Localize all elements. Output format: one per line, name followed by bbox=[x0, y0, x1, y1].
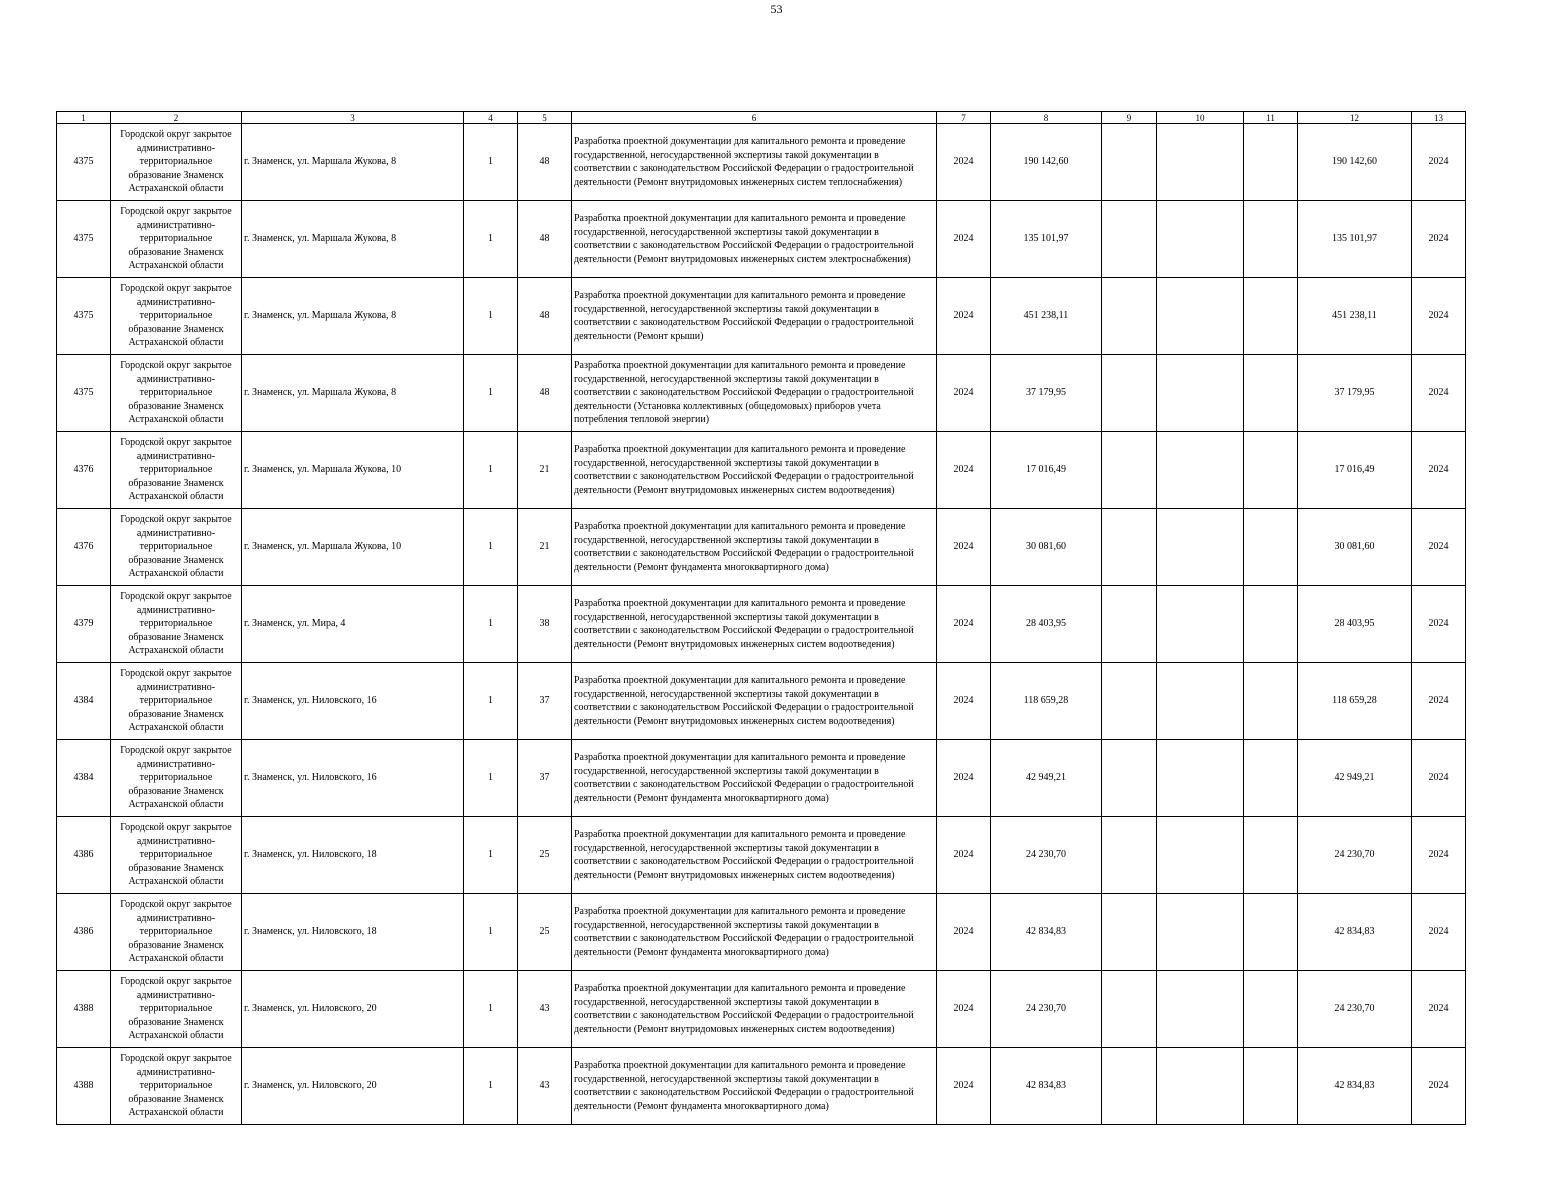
total-cost-cell: 42 834,83 bbox=[991, 894, 1102, 971]
col-header-4: 4 bbox=[464, 112, 518, 124]
col9-cell bbox=[1102, 432, 1157, 509]
work-description-cell: Разработка проектной документации для капитального ремонта и проведение государственной, негосударственной экспертизы такой документации в соответствии с законодательством Российской Федерации о градостроительной деятельности (Ремонт фундамента многоквартирного дома) bbox=[572, 509, 937, 586]
col11-cell bbox=[1244, 740, 1298, 817]
address-cell: г. Знаменск, ул. Ниловского, 16 bbox=[242, 740, 464, 817]
table-row bbox=[57, 971, 1466, 1048]
col-header-11: 11 bbox=[1244, 112, 1298, 124]
col9-cell bbox=[1102, 586, 1157, 663]
year-cell: 2024 bbox=[937, 894, 991, 971]
col12-cost-cell: 42 834,83 bbox=[1298, 894, 1412, 971]
total-cost-cell: 135 101,97 bbox=[991, 201, 1102, 278]
municipality-cell: Городской округ закрытое административно-территориальное образование Знаменск Астраханской области bbox=[111, 971, 242, 1048]
total-cost-cell: 28 403,95 bbox=[991, 586, 1102, 663]
total-cost-cell: 17 016,49 bbox=[991, 432, 1102, 509]
col12-cost-cell: 42 834,83 bbox=[1298, 1048, 1412, 1125]
col4-cell: 1 bbox=[464, 663, 518, 740]
year-cell: 2024 bbox=[937, 1048, 991, 1125]
row-id-cell: 4379 bbox=[57, 586, 111, 663]
year-cell: 2024 bbox=[937, 971, 991, 1048]
work-description-cell: Разработка проектной документации для капитального ремонта и проведение государственной, негосударственной экспертизы такой документации в соответствии с законодательством Российской Федерации о градостроительной деятельности (Ремонт фундамента многоквартирного дома) bbox=[572, 1048, 937, 1125]
table-row bbox=[57, 586, 1466, 663]
col5-cell: 25 bbox=[518, 894, 572, 971]
year-cell: 2024 bbox=[937, 124, 991, 201]
row-id-cell: 4375 bbox=[57, 278, 111, 355]
work-description-cell: Разработка проектной документации для капитального ремонта и проведение государственной, негосударственной экспертизы такой документации в соответствии с законодательством Российской Федерации о градостроительной деятельности (Ремонт внутридомовых инженерных систем водоотведения) bbox=[572, 971, 937, 1048]
col9-cell bbox=[1102, 740, 1157, 817]
col4-cell: 1 bbox=[464, 817, 518, 894]
table-row bbox=[57, 663, 1466, 740]
total-cost-cell: 24 230,70 bbox=[991, 971, 1102, 1048]
address-cell: г. Знаменск, ул. Маршала Жукова, 10 bbox=[242, 432, 464, 509]
col4-cell: 1 bbox=[464, 278, 518, 355]
col10-cell bbox=[1157, 894, 1244, 971]
table-row bbox=[57, 432, 1466, 509]
col12-cost-cell: 135 101,97 bbox=[1298, 201, 1412, 278]
address-cell: г. Знаменск, ул. Ниловского, 16 bbox=[242, 663, 464, 740]
col9-cell bbox=[1102, 894, 1157, 971]
col5-cell: 48 bbox=[518, 124, 572, 201]
table-row bbox=[57, 1048, 1466, 1125]
col10-cell bbox=[1157, 355, 1244, 432]
year-cell: 2024 bbox=[937, 586, 991, 663]
col5-cell: 48 bbox=[518, 201, 572, 278]
col10-cell bbox=[1157, 124, 1244, 201]
address-cell: г. Знаменск, ул. Ниловского, 20 bbox=[242, 971, 464, 1048]
col5-cell: 38 bbox=[518, 586, 572, 663]
table-body bbox=[57, 124, 1466, 1125]
col10-cell bbox=[1157, 971, 1244, 1048]
col-header-12: 12 bbox=[1298, 112, 1412, 124]
total-cost-cell: 42 834,83 bbox=[991, 1048, 1102, 1125]
col11-cell bbox=[1244, 1048, 1298, 1125]
col10-cell bbox=[1157, 586, 1244, 663]
col11-cell bbox=[1244, 817, 1298, 894]
row-id-cell: 4376 bbox=[57, 432, 111, 509]
municipality-cell: Городской округ закрытое административно-территориальное образование Знаменск Астраханской области bbox=[111, 124, 242, 201]
col5-cell: 37 bbox=[518, 663, 572, 740]
col11-cell bbox=[1244, 201, 1298, 278]
table-row bbox=[57, 509, 1466, 586]
col5-cell: 21 bbox=[518, 509, 572, 586]
col-header-5: 5 bbox=[518, 112, 572, 124]
municipality-cell: Городской округ закрытое административно-территориальное образование Знаменск Астраханской области bbox=[111, 663, 242, 740]
work-description-cell: Разработка проектной документации для капитального ремонта и проведение государственной, негосударственной экспертизы такой документации в соответствии с законодательством Российской Федерации о градостроительной деятельности (Ремонт внутридомовых инженерных систем водоотведения) bbox=[572, 817, 937, 894]
col5-cell: 48 bbox=[518, 278, 572, 355]
work-description-cell: Разработка проектной документации для капитального ремонта и проведение государственной, негосударственной экспертизы такой документации в соответствии с законодательством Российской Федерации о градостроительной деятельности (Ремонт внутридомовых инженерных систем водоотведения) bbox=[572, 663, 937, 740]
table-row bbox=[57, 740, 1466, 817]
address-cell: г. Знаменск, ул. Мира, 4 bbox=[242, 586, 464, 663]
row-id-cell: 4386 bbox=[57, 894, 111, 971]
col9-cell bbox=[1102, 817, 1157, 894]
table-row bbox=[57, 355, 1466, 432]
col4-cell: 1 bbox=[464, 509, 518, 586]
municipality-cell: Городской округ закрытое административно-территориальное образование Знаменск Астраханской области bbox=[111, 586, 242, 663]
year-cell: 2024 bbox=[937, 740, 991, 817]
table-row bbox=[57, 894, 1466, 971]
col13-year-cell: 2024 bbox=[1412, 509, 1466, 586]
col4-cell: 1 bbox=[464, 894, 518, 971]
col4-cell: 1 bbox=[464, 355, 518, 432]
col12-cost-cell: 30 081,60 bbox=[1298, 509, 1412, 586]
total-cost-cell: 451 238,11 bbox=[991, 278, 1102, 355]
col-header-8: 8 bbox=[991, 112, 1102, 124]
capital-repair-table bbox=[56, 111, 1466, 1125]
municipality-cell: Городской округ закрытое административно-территориальное образование Знаменск Астраханской области bbox=[111, 432, 242, 509]
col9-cell bbox=[1102, 663, 1157, 740]
address-cell: г. Знаменск, ул. Маршала Жукова, 10 bbox=[242, 509, 464, 586]
col5-cell: 43 bbox=[518, 971, 572, 1048]
total-cost-cell: 190 142,60 bbox=[991, 124, 1102, 201]
work-description-cell: Разработка проектной документации для капитального ремонта и проведение государственной, негосударственной экспертизы такой документации в соответствии с законодательством Российской Федерации о градостроительной деятельности (Ремонт внутридомовых инженерных систем электроснабжения) bbox=[572, 201, 937, 278]
address-cell: г. Знаменск, ул. Ниловского, 18 bbox=[242, 817, 464, 894]
col5-cell: 43 bbox=[518, 1048, 572, 1125]
address-cell: г. Знаменск, ул. Ниловского, 20 bbox=[242, 1048, 464, 1125]
col11-cell bbox=[1244, 894, 1298, 971]
year-cell: 2024 bbox=[937, 817, 991, 894]
col10-cell bbox=[1157, 740, 1244, 817]
municipality-cell: Городской округ закрытое административно-территориальное образование Знаменск Астраханской области bbox=[111, 355, 242, 432]
col4-cell: 1 bbox=[464, 971, 518, 1048]
table-row bbox=[57, 124, 1466, 201]
row-id-cell: 4375 bbox=[57, 355, 111, 432]
col5-cell: 37 bbox=[518, 740, 572, 817]
col13-year-cell: 2024 bbox=[1412, 817, 1466, 894]
col10-cell bbox=[1157, 509, 1244, 586]
row-id-cell: 4388 bbox=[57, 971, 111, 1048]
address-cell: г. Знаменск, ул. Ниловского, 18 bbox=[242, 894, 464, 971]
municipality-cell: Городской округ закрытое административно-территориальное образование Знаменск Астраханской области bbox=[111, 894, 242, 971]
col9-cell bbox=[1102, 971, 1157, 1048]
col4-cell: 1 bbox=[464, 432, 518, 509]
col13-year-cell: 2024 bbox=[1412, 1048, 1466, 1125]
address-cell: г. Знаменск, ул. Маршала Жукова, 8 bbox=[242, 278, 464, 355]
col11-cell bbox=[1244, 509, 1298, 586]
col-header-6: 6 bbox=[572, 112, 937, 124]
row-id-cell: 4376 bbox=[57, 509, 111, 586]
municipality-cell: Городской округ закрытое административно-территориальное образование Знаменск Астраханской области bbox=[111, 740, 242, 817]
row-id-cell: 4384 bbox=[57, 663, 111, 740]
col11-cell bbox=[1244, 432, 1298, 509]
year-cell: 2024 bbox=[937, 201, 991, 278]
col5-cell: 21 bbox=[518, 432, 572, 509]
col13-year-cell: 2024 bbox=[1412, 201, 1466, 278]
col5-cell: 25 bbox=[518, 817, 572, 894]
address-cell: г. Знаменск, ул. Маршала Жукова, 8 bbox=[242, 124, 464, 201]
work-description-cell: Разработка проектной документации для капитального ремонта и проведение государственной, негосударственной экспертизы такой документации в соответствии с законодательством Российской Федерации о градостроительной деятельности (Ремонт внутридомовых инженерных систем водоотведения) bbox=[572, 586, 937, 663]
col4-cell: 1 bbox=[464, 124, 518, 201]
total-cost-cell: 30 081,60 bbox=[991, 509, 1102, 586]
col13-year-cell: 2024 bbox=[1412, 586, 1466, 663]
col-header-7: 7 bbox=[937, 112, 991, 124]
col13-year-cell: 2024 bbox=[1412, 971, 1466, 1048]
col12-cost-cell: 118 659,28 bbox=[1298, 663, 1412, 740]
work-description-cell: Разработка проектной документации для капитального ремонта и проведение государственной, негосударственной экспертизы такой документации в соответствии с законодательством Российской Федерации о градостроительной деятельности (Ремонт фундамента многоквартирного дома) bbox=[572, 740, 937, 817]
column-number-header bbox=[57, 112, 1466, 124]
col11-cell bbox=[1244, 663, 1298, 740]
col-header-2: 2 bbox=[111, 112, 242, 124]
table-row bbox=[57, 817, 1466, 894]
total-cost-cell: 42 949,21 bbox=[991, 740, 1102, 817]
municipality-cell: Городской округ закрытое административно-территориальное образование Знаменск Астраханской области bbox=[111, 1048, 242, 1125]
col10-cell bbox=[1157, 201, 1244, 278]
col12-cost-cell: 190 142,60 bbox=[1298, 124, 1412, 201]
work-description-cell: Разработка проектной документации для капитального ремонта и проведение государственной, негосударственной экспертизы такой документации в соответствии с законодательством Российской Федерации о градостроительной деятельности (Установка коллективных (общедомовых) приборов учета потребления тепловой энергии) bbox=[572, 355, 937, 432]
table-row bbox=[57, 278, 1466, 355]
col10-cell bbox=[1157, 278, 1244, 355]
row-id-cell: 4384 bbox=[57, 740, 111, 817]
col9-cell bbox=[1102, 355, 1157, 432]
year-cell: 2024 bbox=[937, 509, 991, 586]
work-description-cell: Разработка проектной документации для капитального ремонта и проведение государственной, негосударственной экспертизы такой документации в соответствии с законодательством Российской Федерации о градостроительной деятельности (Ремонт фундамента многоквартирного дома) bbox=[572, 894, 937, 971]
col5-cell: 48 bbox=[518, 355, 572, 432]
municipality-cell: Городской округ закрытое административно-территориальное образование Знаменск Астраханской области bbox=[111, 278, 242, 355]
col13-year-cell: 2024 bbox=[1412, 894, 1466, 971]
row-id-cell: 4375 bbox=[57, 124, 111, 201]
municipality-cell: Городской округ закрытое административно-территориальное образование Знаменск Астраханской области bbox=[111, 201, 242, 278]
col-header-9: 9 bbox=[1102, 112, 1157, 124]
col9-cell bbox=[1102, 201, 1157, 278]
total-cost-cell: 118 659,28 bbox=[991, 663, 1102, 740]
col4-cell: 1 bbox=[464, 740, 518, 817]
col12-cost-cell: 451 238,11 bbox=[1298, 278, 1412, 355]
col12-cost-cell: 42 949,21 bbox=[1298, 740, 1412, 817]
col12-cost-cell: 24 230,70 bbox=[1298, 817, 1412, 894]
table-row bbox=[57, 201, 1466, 278]
address-cell: г. Знаменск, ул. Маршала Жукова, 8 bbox=[242, 355, 464, 432]
row-id-cell: 4375 bbox=[57, 201, 111, 278]
col-header-3: 3 bbox=[242, 112, 464, 124]
year-cell: 2024 bbox=[937, 663, 991, 740]
col11-cell bbox=[1244, 124, 1298, 201]
col9-cell bbox=[1102, 509, 1157, 586]
col11-cell bbox=[1244, 586, 1298, 663]
col12-cost-cell: 37 179,95 bbox=[1298, 355, 1412, 432]
year-cell: 2024 bbox=[937, 278, 991, 355]
col4-cell: 1 bbox=[464, 1048, 518, 1125]
page-number: 53 bbox=[770, 2, 783, 16]
col13-year-cell: 2024 bbox=[1412, 663, 1466, 740]
col12-cost-cell: 17 016,49 bbox=[1298, 432, 1412, 509]
col13-year-cell: 2024 bbox=[1412, 740, 1466, 817]
col10-cell bbox=[1157, 432, 1244, 509]
address-cell: г. Знаменск, ул. Маршала Жукова, 8 bbox=[242, 201, 464, 278]
col12-cost-cell: 28 403,95 bbox=[1298, 586, 1412, 663]
col13-year-cell: 2024 bbox=[1412, 278, 1466, 355]
col12-cost-cell: 24 230,70 bbox=[1298, 971, 1412, 1048]
total-cost-cell: 37 179,95 bbox=[991, 355, 1102, 432]
col11-cell bbox=[1244, 278, 1298, 355]
col10-cell bbox=[1157, 1048, 1244, 1125]
year-cell: 2024 bbox=[937, 432, 991, 509]
col4-cell: 1 bbox=[464, 586, 518, 663]
row-id-cell: 4386 bbox=[57, 817, 111, 894]
col9-cell bbox=[1102, 1048, 1157, 1125]
work-description-cell: Разработка проектной документации для капитального ремонта и проведение государственной, негосударственной экспертизы такой документации в соответствии с законодательством Российской Федерации о градостроительной деятельности (Ремонт внутридомовых инженерных систем водоотведения) bbox=[572, 432, 937, 509]
total-cost-cell: 24 230,70 bbox=[991, 817, 1102, 894]
col9-cell bbox=[1102, 278, 1157, 355]
col13-year-cell: 2024 bbox=[1412, 124, 1466, 201]
col-header-1: 1 bbox=[57, 112, 111, 124]
col10-cell bbox=[1157, 663, 1244, 740]
col13-year-cell: 2024 bbox=[1412, 355, 1466, 432]
col-header-13: 13 bbox=[1412, 112, 1466, 124]
col11-cell bbox=[1244, 355, 1298, 432]
municipality-cell: Городской округ закрытое административно-территориальное образование Знаменск Астраханской области bbox=[111, 509, 242, 586]
year-cell: 2024 bbox=[937, 355, 991, 432]
col10-cell bbox=[1157, 817, 1244, 894]
work-description-cell: Разработка проектной документации для капитального ремонта и проведение государственной, негосударственной экспертизы такой документации в соответствии с законодательством Российской Федерации о градостроительной деятельности (Ремонт внутридомовых инженерных систем теплоснабжения) bbox=[572, 124, 937, 201]
col9-cell bbox=[1102, 124, 1157, 201]
col4-cell: 1 bbox=[464, 201, 518, 278]
col13-year-cell: 2024 bbox=[1412, 432, 1466, 509]
col11-cell bbox=[1244, 971, 1298, 1048]
municipality-cell: Городской округ закрытое административно-территориальное образование Знаменск Астраханской области bbox=[111, 817, 242, 894]
work-description-cell: Разработка проектной документации для капитального ремонта и проведение государственной, негосударственной экспертизы такой документации в соответствии с законодательством Российской Федерации о градостроительной деятельности (Ремонт крыши) bbox=[572, 278, 937, 355]
row-id-cell: 4388 bbox=[57, 1048, 111, 1125]
col-header-10: 10 bbox=[1157, 112, 1244, 124]
